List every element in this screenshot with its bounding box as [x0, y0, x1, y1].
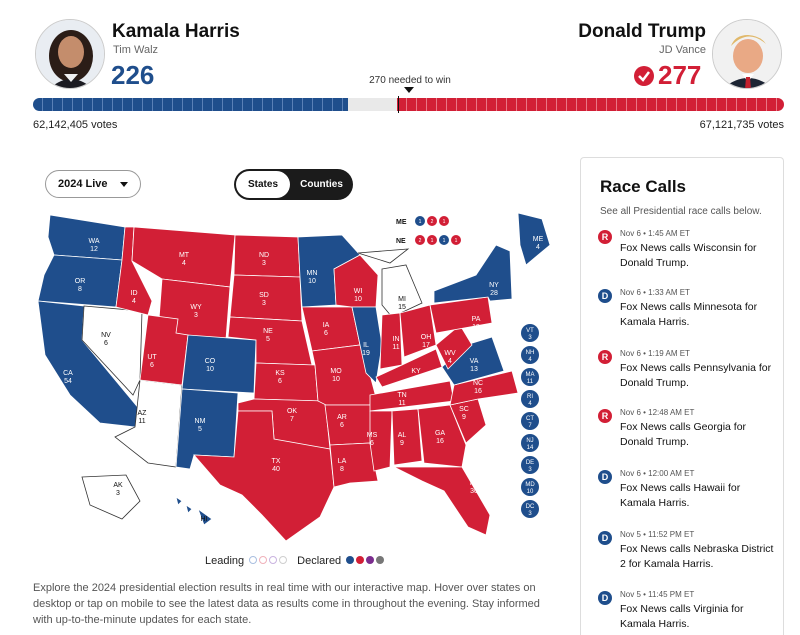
state-ev-ak: 3: [116, 490, 120, 497]
party-badge-icon: D: [598, 470, 612, 484]
race-call-text: Fox News calls Georgia for Donald Trump.: [620, 421, 747, 448]
me-districts-label: ME: [396, 219, 407, 226]
race-calls-title: Race Calls: [600, 177, 686, 196]
state-label-va: VA: [469, 358, 479, 365]
party-badge-icon: R: [598, 409, 612, 423]
donald-trump-photo: [712, 19, 782, 89]
legend-dot: [346, 556, 354, 564]
race-call-text: Fox News calls Nebraska District 2 for Kamala Harris.: [620, 543, 774, 570]
small-state-ev-md: 10: [526, 489, 534, 495]
state-label-tn: TN: [397, 392, 407, 399]
me-district-label: 2: [430, 219, 434, 225]
race-call-time: Nov 5 • 11:52 PM ET: [620, 530, 695, 539]
needed-marker-icon: [404, 87, 414, 93]
state-ev-id: 4: [132, 298, 136, 305]
state-ev-fl: 30: [470, 488, 478, 495]
majority-line: [398, 96, 399, 113]
state-label-il: IL: [363, 342, 369, 349]
state-label-ga: GA: [434, 430, 446, 437]
state-label-or: OR: [74, 278, 86, 285]
state-label-la: LA: [337, 458, 347, 465]
party-badge-icon: D: [598, 289, 612, 303]
state-ev-wv: 4: [448, 358, 452, 365]
ne-districts-label: NE: [396, 238, 406, 245]
state-fl[interactable]: [394, 467, 490, 535]
small-state-ev-de: 3: [528, 467, 532, 473]
state-ev-ia: 6: [324, 330, 328, 337]
state-ev-ks: 6: [278, 378, 282, 385]
chevron-down-icon: [120, 182, 128, 187]
state-ev-nm: 5: [198, 426, 202, 433]
legend-dot: [376, 556, 384, 564]
small-state-label-vt: VT: [526, 328, 534, 334]
race-call-time: Nov 6 • 12:48 AM ET: [620, 408, 695, 417]
state-ev-ca: 54: [64, 378, 72, 385]
party-badge-icon: R: [598, 350, 612, 364]
state-ev-il: 19: [362, 350, 370, 357]
state-ak[interactable]: [82, 475, 140, 519]
state-ev-tx: 40: [272, 466, 280, 473]
ne-district-label: 1: [430, 238, 434, 244]
state-ev-ne: 5: [266, 336, 270, 343]
state-co[interactable]: [182, 335, 256, 393]
state-ev-wi: 10: [354, 296, 362, 303]
state-label-mt: MT: [178, 252, 190, 259]
state-ev-az: 11: [138, 418, 146, 425]
state-ev-ga: 16: [436, 438, 444, 445]
state-label-ms: MS: [366, 432, 378, 439]
state-label-sd: SD: [259, 292, 269, 299]
small-state-label-ri: RI: [527, 394, 533, 400]
state-label-sc: SC: [459, 406, 469, 413]
race-call-text: Fox News calls Hawaii for Kamala Harris.: [620, 482, 741, 509]
state-label-mi: MI: [398, 296, 406, 303]
small-state-label-md: MD: [525, 482, 535, 488]
legend-leading-label: Leading: [205, 555, 245, 567]
toggle-counties[interactable]: Counties: [300, 179, 343, 190]
state-ev-me: 4: [536, 244, 540, 251]
small-state-ev-nj: 14: [526, 445, 534, 451]
toggle-states[interactable]: States: [236, 171, 290, 198]
state-label-co: CO: [204, 358, 216, 365]
state-ev-va: 13: [470, 366, 478, 373]
state-ev-sc: 9: [462, 414, 466, 421]
state-label-wi: WI: [353, 288, 363, 295]
small-state-label-de: DE: [525, 460, 535, 466]
legend-leading-dots: [247, 555, 287, 567]
small-state-ev-vt: 3: [528, 335, 532, 341]
state-ev-mi: 15: [398, 304, 406, 311]
rep-candidate-name: Donald Trump: [578, 21, 706, 42]
state-label-me: ME: [532, 236, 544, 243]
state-label-ia: IA: [322, 322, 330, 329]
race-call-time: Nov 6 • 12:00 AM ET: [620, 469, 695, 478]
district-badges[interactable]: [396, 216, 461, 245]
ne-district-label: 1: [442, 238, 446, 244]
me-district-label: 1: [442, 219, 446, 225]
map-legend: [205, 555, 384, 567]
state-ev-oh: 17: [422, 342, 430, 349]
legend-dot: [249, 556, 257, 564]
state-ev-nd: 3: [262, 260, 266, 267]
state-label-mo: MO: [330, 368, 342, 375]
state-ev-co: 10: [206, 366, 214, 373]
needed-to-win-label: 270 needed to win: [369, 75, 451, 86]
state-ev-ms: 6: [370, 440, 374, 447]
state-ks[interactable]: [254, 363, 318, 401]
us-election-map[interactable]: [30, 205, 550, 545]
legend-declared-label: Declared: [297, 555, 342, 567]
state-oh[interactable]: [400, 305, 436, 357]
state-label-wa: WA: [88, 238, 100, 245]
state-label-hi: HI: [200, 516, 208, 523]
state-ev-la: 8: [340, 466, 344, 473]
dem-vote-bar-fill: [33, 98, 348, 111]
race-call-text: Fox News calls Virginia for Kamala Harris.: [620, 603, 744, 630]
race-calls-panel: [580, 157, 784, 635]
race-call-time: Nov 6 • 1:33 AM ET: [620, 288, 690, 297]
state-label-ky: KY: [411, 368, 421, 375]
race-calls-subtitle[interactable]: See all Presidential race calls below.: [600, 206, 762, 217]
rep-popular-votes: 67,121,735 votes: [699, 119, 784, 131]
state-wa[interactable]: [48, 215, 125, 260]
me-district-label: 1: [418, 219, 422, 225]
party-badge-icon: D: [598, 531, 612, 545]
legend-dot: [366, 556, 374, 564]
state-ev-ky: 8: [414, 376, 418, 383]
state-al[interactable]: [392, 409, 422, 465]
party-badge-icon: R: [598, 230, 612, 244]
state-label-al: AL: [397, 432, 407, 439]
rep-running-mate: JD Vance: [659, 44, 706, 56]
state-label-ut: UT: [147, 354, 157, 361]
dem-running-mate: Tim Walz: [113, 44, 159, 56]
state-label-wy: WY: [190, 304, 202, 311]
ne-district-label: 2: [418, 238, 422, 244]
state-label-nv: NV: [101, 332, 111, 339]
state-ev-ny: 28: [490, 290, 498, 297]
small-state-badges[interactable]: [521, 324, 539, 518]
state-ev-tn: 11: [398, 400, 406, 407]
map-view-toggle[interactable]: [234, 169, 353, 200]
state-ev-mn: 10: [308, 278, 316, 285]
state-ev-wy: 3: [194, 312, 198, 319]
state-label-ny: NY: [489, 282, 499, 289]
state-ny[interactable]: [434, 245, 512, 303]
small-state-label-nh: NH: [525, 350, 535, 356]
state-ia[interactable]: [302, 307, 360, 351]
state-ev-mo: 10: [332, 376, 340, 383]
year-select-value: 2024 Live: [58, 178, 108, 190]
state-ev-nc: 16: [474, 388, 482, 395]
race-call-text: Fox News calls Wisconsin for Donald Trump.: [620, 242, 757, 269]
state-label-fl: FL: [469, 480, 479, 487]
state-label-id: ID: [130, 290, 138, 297]
race-call-time: Nov 5 • 11:45 PM ET: [620, 590, 695, 599]
state-label-mn: MN: [306, 270, 318, 277]
dem-popular-votes: 62,142,405 votes: [33, 119, 118, 131]
state-ev-sd: 3: [262, 300, 266, 307]
race-call-time: Nov 6 • 1:45 AM ET: [620, 229, 690, 238]
legend-dot: [269, 556, 277, 564]
year-select[interactable]: [45, 170, 141, 198]
race-call-text: Fox News calls Minnesota for Kamala Harris.: [620, 301, 758, 328]
state-label-nc: NC: [472, 380, 484, 387]
state-label-nm: NM: [194, 418, 206, 425]
small-state-ev-ct: 7: [528, 423, 532, 429]
small-state-ev-ri: 4: [528, 401, 532, 407]
ne-district-label: 1: [454, 238, 458, 244]
explore-description: Explore the 2024 presidential election results in real time with our interactive map. Hover over states on desktop or tap on mobile to see the latest data as results come in throughout the evening. Stay informed with up-to-the-minute updates for each state.: [33, 582, 540, 626]
state-ev-ok: 7: [290, 416, 294, 423]
state-ev-pa: 19: [472, 324, 480, 331]
state-label-ks: KS: [275, 370, 285, 377]
state-label-oh: OH: [420, 334, 432, 341]
state-label-tx: TX: [271, 458, 281, 465]
state-label-ne: NE: [263, 328, 273, 335]
state-label-ak: AK: [113, 482, 123, 489]
legend-dot: [279, 556, 287, 564]
state-ar[interactable]: [325, 405, 374, 445]
legend-declared-dots: [344, 555, 384, 567]
state-ev-in: 11: [392, 344, 400, 351]
state-label-ok: OK: [286, 408, 298, 415]
dem-electoral-votes: 226: [111, 60, 155, 90]
party-badge-icon: D: [598, 591, 612, 605]
small-state-label-ma: MA: [525, 372, 535, 378]
state-label-wv: WV: [444, 350, 456, 357]
race-call-time: Nov 6 • 1:19 AM ET: [620, 349, 690, 358]
state-ev-or: 8: [78, 286, 82, 293]
state-ev-wa: 12: [90, 246, 98, 253]
small-state-label-ct: CT: [526, 416, 534, 422]
state-ev-nv: 6: [104, 340, 108, 347]
rep-vote-bar-fill: [397, 98, 784, 111]
state-label-nd: ND: [258, 252, 270, 259]
state-label-in: IN: [392, 336, 400, 343]
small-state-ev-dc: 3: [528, 511, 532, 517]
state-label-az: AZ: [137, 410, 147, 417]
small-state-ev-nh: 4: [528, 357, 532, 363]
small-state-label-nj: NJ: [526, 438, 534, 444]
state-label-ca: CA: [63, 370, 73, 377]
legend-dot: [259, 556, 267, 564]
small-state-ev-ma: 11: [526, 379, 534, 385]
state-label-ar: AR: [337, 414, 347, 421]
state-ev-mt: 4: [182, 260, 186, 267]
state-ev-al: 9: [400, 440, 404, 447]
rep-electoral-votes: 277: [658, 60, 702, 90]
small-state-label-dc: DC: [525, 504, 535, 510]
electoral-vote-bar: [33, 98, 784, 111]
dem-candidate-name: Kamala Harris: [112, 21, 240, 42]
race-call-text: Fox News calls Pennsylvania for Donald Trump.: [620, 362, 772, 389]
legend-dot: [356, 556, 364, 564]
state-ev-ut: 6: [150, 362, 154, 369]
state-label-pa: PA: [471, 316, 481, 323]
kamala-harris-photo: [35, 19, 105, 89]
state-ev-ar: 6: [340, 422, 344, 429]
winner-checkmark-icon: [634, 66, 654, 86]
